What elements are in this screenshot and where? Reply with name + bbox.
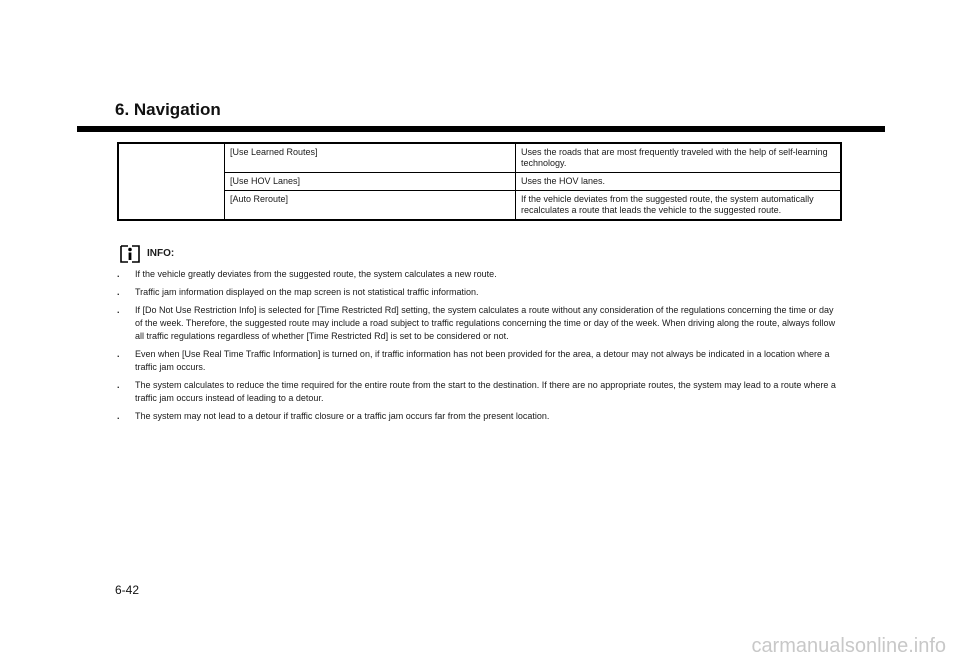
info-list (117, 268, 843, 428)
list-item (117, 379, 843, 405)
info-icon (120, 245, 140, 263)
list-item-text: The system calculates to reduce the time required for the entire route from the start to the destination. If there are no appropriate routes, the system may lead to a route where a traffic jam occurs instead of leading to a detour. (135, 380, 836, 403)
watermark: carmanualsonline.info (751, 635, 946, 657)
setting-name-cell: [Use HOV Lanes] (225, 173, 516, 191)
setting-name-cell: [Auto Reroute] (225, 191, 516, 221)
list-item-text: Even when [Use Real Time Traffic Information] is turned on, if traffic information has not been provided for the area, a detour may not always be indicated in a location where a traffic jam occurs. (135, 349, 830, 372)
list-item-text: If the vehicle greatly deviates from the suggested route, the system calculates a new route. (135, 269, 497, 279)
table-row (118, 173, 841, 191)
info-label: INFO: (147, 248, 175, 259)
list-item (117, 410, 843, 423)
bullet: . (117, 349, 120, 359)
list-item-text: The system may not lead to a detour if traffic closure or a traffic jam occurs far from the present location. (135, 411, 550, 421)
bullet: . (117, 380, 120, 390)
bullet: . (117, 305, 120, 315)
setting-description-cell: Uses the roads that are most frequently traveled with the help of self-learning technology. (521, 147, 828, 168)
table-row (118, 191, 841, 221)
setting-description-cell: If the vehicle deviates from the suggested route, the system automatically recalculates a route that leads the vehicle to the suggested route. (516, 191, 842, 221)
header-divider (77, 126, 885, 132)
list-item-text: If [Do Not Use Restriction Info] is selected for [Time Restricted Rd] setting, the system calculates a route without any consideration of the regulations concerning the time or day of the week. Therefore, the suggested route may include a road subject to traffic regulations concerning the time or day of the week. When driving along the route, always follow all traffic regulations regardless of whether [Time Restricted Rd] is set to be considered or not. (135, 305, 836, 341)
section-title: 6. Navigation (115, 100, 221, 119)
route-settings-table (117, 142, 842, 221)
list-item (117, 304, 843, 343)
page-number: 6-42 (115, 583, 140, 597)
table-blank-column (118, 143, 225, 220)
setting-name-cell: [Use Learned Routes] (225, 143, 516, 173)
list-item (117, 286, 843, 299)
bullet: . (117, 269, 120, 279)
bullet: . (117, 411, 120, 421)
setting-description-cell: Uses the HOV lanes. (516, 173, 842, 191)
bullet: . (117, 287, 120, 297)
table-row (118, 143, 841, 173)
list-item-text: Traffic jam information displayed on the map screen is not statistical traffic information. (135, 287, 479, 297)
list-item (117, 348, 843, 374)
list-item (117, 268, 843, 281)
